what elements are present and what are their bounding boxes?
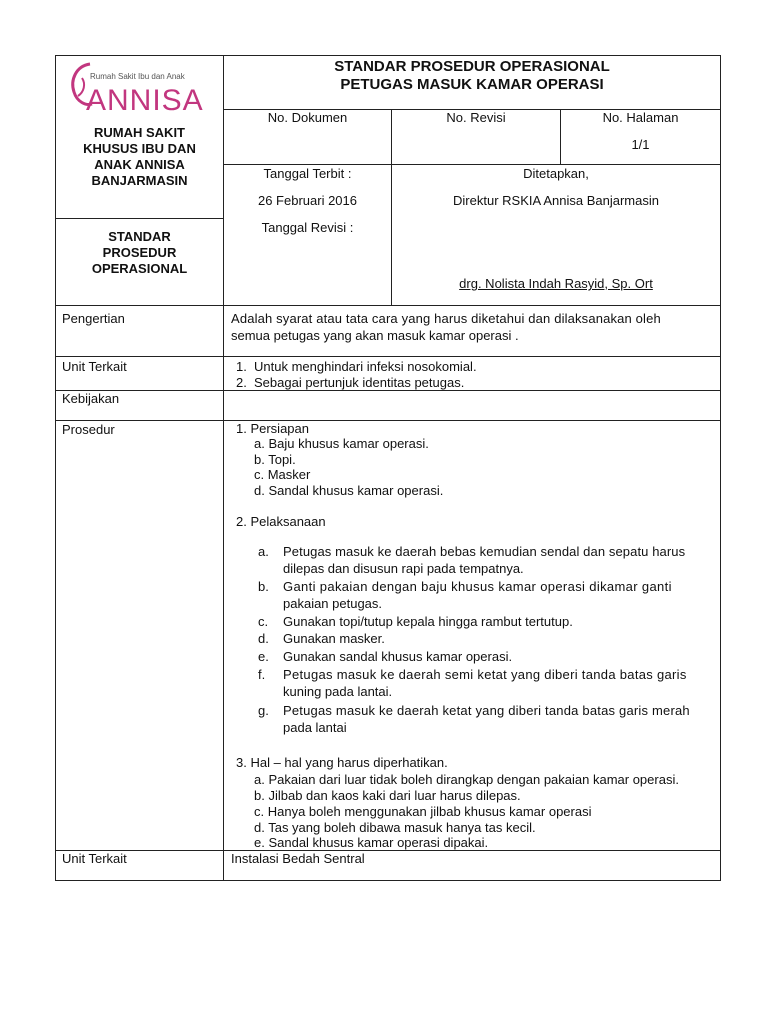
tujuan-item-2: Sebagai pertunjuk identitas petugas.: [254, 375, 465, 390]
pelaksanaan-item-a-line2: dilepas dan disusun rapi pada tempatnya.: [283, 561, 524, 576]
pengertian-label: Pengertian: [62, 311, 125, 326]
sop-label-1: STANDAR: [108, 229, 171, 244]
pelaksanaan-item-e: Gunakan sandal khusus kamar operasi.: [283, 649, 513, 664]
unit-terkait-value: Instalasi Bedah Sentral: [231, 851, 365, 866]
tujuan-label: Unit Terkait: [62, 359, 127, 374]
rule-kebijakan: [55, 420, 721, 421]
sop-label-3: OPERASIONAL: [91, 261, 188, 276]
direktur-label: Direktur RSKIA Annisa Banjarmasin: [453, 193, 659, 208]
rule-pengertian: [55, 356, 721, 357]
pelaksanaan-marker-f: f.: [258, 667, 266, 682]
rule-header-end: [55, 305, 721, 306]
tanggal-revisi-label: Tanggal Revisi :: [261, 220, 354, 235]
ditetapkan-label: Ditetapkan,: [523, 166, 589, 181]
tujuan-marker-1: 1.: [236, 359, 247, 374]
border-bottom: [55, 880, 721, 881]
pelaksanaan-item-b-line2: pakaian petugas.: [283, 596, 383, 611]
pelaksanaan-item-f-line2: kuning pada lantai.: [283, 684, 393, 699]
persiapan-item-a: a. Baju khusus kamar operasi.: [254, 436, 429, 451]
unit-terkait-label: Unit Terkait: [62, 851, 127, 866]
pelaksanaan-marker-g: g.: [258, 703, 269, 718]
pelaksanaan-item-a-line1: Petugas masuk ke daerah bebas kemudian sendal dan sepatu harus: [283, 544, 686, 559]
no-halaman-label: No. Halaman: [602, 110, 679, 125]
border-right: [720, 55, 721, 881]
tujuan-item-1: Untuk menghindari infeksi nosokomial.: [254, 359, 477, 374]
logo-tagline: Rumah Sakit Ibu dan Anak: [90, 72, 185, 81]
tanggal-terbit-label: Tanggal Terbit :: [263, 166, 352, 181]
perhatian-item-a: a. Pakaian dari luar tidak boleh dirangkap dengan pakaian kamar operasi.: [254, 772, 679, 787]
title-line-2: PETUGAS MASUK KAMAR OPERASI: [340, 76, 604, 93]
persiapan-title: 1. Persiapan: [236, 421, 309, 436]
perhatian-title: 3. Hal – hal yang harus diperhatikan.: [236, 755, 448, 770]
no-revisi-label: No. Revisi: [446, 110, 506, 125]
pelaksanaan-item-g-line2: pada lantai: [283, 720, 347, 735]
pelaksanaan-item-b-line1: Ganti pakaian dengan baju khusus kamar operasi dikamar ganti: [283, 579, 672, 594]
title-line-1: STANDAR PROSEDUR OPERASIONAL: [334, 58, 610, 75]
persiapan-item-c: c. Masker: [254, 467, 311, 482]
pengertian-line-2: semua petugas yang akan masuk kamar operasi .: [231, 328, 519, 343]
logo-name: ANNISA: [86, 84, 204, 117]
perhatian-item-d: d. Tas yang boleh dibawa masuk hanya tas kecil.: [254, 820, 536, 835]
perhatian-item-b: b. Jilbab dan kaos kaki dari luar harus dilepas.: [254, 788, 521, 803]
no-dokumen-label: No. Dokumen: [267, 110, 348, 125]
pelaksanaan-marker-e: e.: [258, 649, 269, 664]
prosedur-label: Prosedur: [62, 422, 115, 437]
hospital-name-3: ANAK ANNISA: [94, 157, 185, 172]
pelaksanaan-item-g-line1: Petugas masuk ke daerah ketat yang diberi tanda batas garis merah: [283, 703, 690, 718]
pengertian-line-1: Adalah syarat atau tata cara yang harus diketahui dan dilaksanakan oleh: [231, 311, 661, 326]
pelaksanaan-title: 2. Pelaksanaan: [236, 514, 326, 529]
kebijakan-label: Kebijakan: [62, 391, 120, 406]
tanggal-terbit-value: 26 Februari 2016: [257, 193, 357, 208]
hospital-name-4: BANJARMASIN: [91, 173, 188, 188]
perhatian-item-c: c. Hanya boleh menggunakan jilbab khusus kamar operasi: [254, 804, 592, 819]
pelaksanaan-marker-d: d.: [258, 631, 269, 646]
tujuan-marker-2: 2.: [236, 375, 247, 390]
no-halaman-value: 1/1: [631, 137, 650, 152]
border-top: [55, 55, 721, 56]
pelaksanaan-marker-a: a.: [258, 544, 269, 559]
pelaksanaan-item-d: Gunakan masker.: [283, 631, 385, 646]
pelaksanaan-marker-b: b.: [258, 579, 269, 594]
pelaksanaan-marker-c: c.: [258, 614, 269, 629]
pelaksanaan-item-c: Gunakan topi/tutup kepala hingga rambut tertutup.: [283, 614, 573, 629]
perhatian-item-e: e. Sandal khusus kamar operasi dipakai.: [254, 835, 489, 850]
hospital-name-1: RUMAH SAKIT: [94, 125, 185, 140]
pelaksanaan-item-f-line1: Petugas masuk ke daerah semi ketat yang diberi tanda batas garis: [283, 667, 687, 682]
persiapan-item-d: d. Sandal khusus kamar operasi.: [254, 483, 444, 498]
persiapan-item-b: b. Topi.: [254, 452, 296, 467]
sop-label-2: PROSEDUR: [102, 245, 177, 260]
rule-meta: [223, 164, 721, 165]
hospital-name-2: KHUSUS IBU DAN: [83, 141, 196, 156]
rule-logo: [55, 218, 223, 219]
signatory-name: drg. Nolista Indah Rasyid, Sp. Ort: [459, 276, 653, 291]
